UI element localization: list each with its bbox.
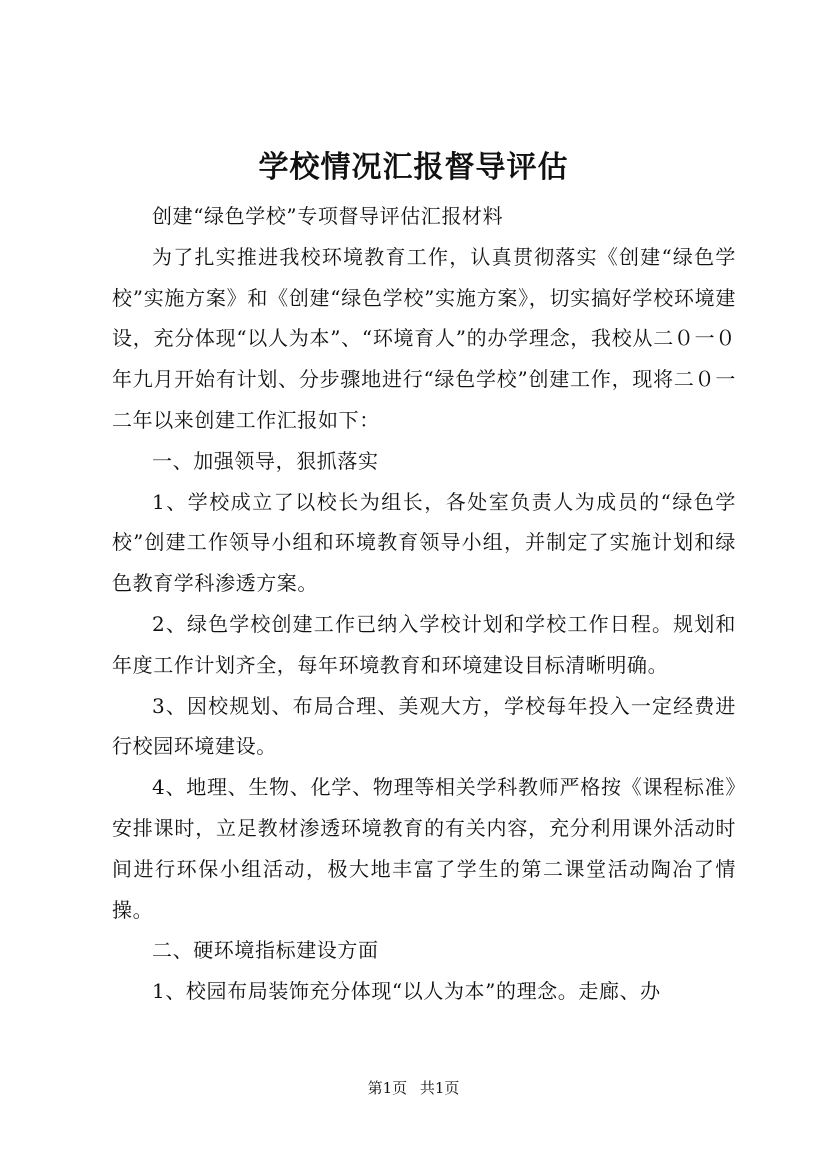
section-heading-1: 一、加强领导，狠抓落实 bbox=[152, 448, 379, 473]
paragraph-item-2: 2、绿色学校创建工作已纳入学校计划和学校工作日程。规划和年度工作计划齐全，每年环境教育和环境建设目标清晰明确。 bbox=[112, 611, 736, 677]
page-footer bbox=[0, 1078, 827, 1098]
section-heading-2: 二、硬环境指标建设方面 bbox=[152, 938, 379, 963]
paragraph-intro: 为了扎实推进我校环境教育工作，认真贯彻落实《创建“绿色学校”实施方案》和《创建“绿色学校”实施方案》，切实搞好学校环境建设，充分体现“以人为本”、“环境育人”的办学理念，我校从二０一０年九月开始有计划、分步骤地进行“绿色学校”创建工作，现将二０一二年以来创建工作汇报如下： bbox=[112, 244, 736, 432]
document-title: 学校情况汇报督导评估 bbox=[258, 150, 569, 185]
paragraph-item-1: 1、学校成立了以校长为组长，各处室负责人为成员的“绿色学校”创建工作领导小组和环境教育领导小组，并制定了实施计划和绿色教育学科渗透方案。 bbox=[112, 489, 736, 596]
paragraph-subtitle: 创建“绿色学校”专项督导评估汇报材料 bbox=[152, 204, 504, 228]
paragraph-item-3: 3、因校规划、布局合理、美观大方，学校每年投入一定经费进行校园环境建设。 bbox=[112, 693, 736, 759]
paragraph-item-4: 4、地理、生物、化学、物理等相关学科教师严格按《课程标准》安排课时，立足教材渗透环境教育的有关内容，充分利用课外活动时间进行环保小组活动，极大地丰富了学生的第二课堂活动陶冶了情操。 bbox=[112, 775, 736, 922]
page-number: 第1页 bbox=[367, 1079, 408, 1097]
page-total: 共1页 bbox=[419, 1079, 460, 1097]
document-body bbox=[112, 196, 736, 1012]
paragraph-item-5: 1、校园布局装饰充分体现“以人为本”的理念。走廊、办 bbox=[152, 979, 661, 1004]
